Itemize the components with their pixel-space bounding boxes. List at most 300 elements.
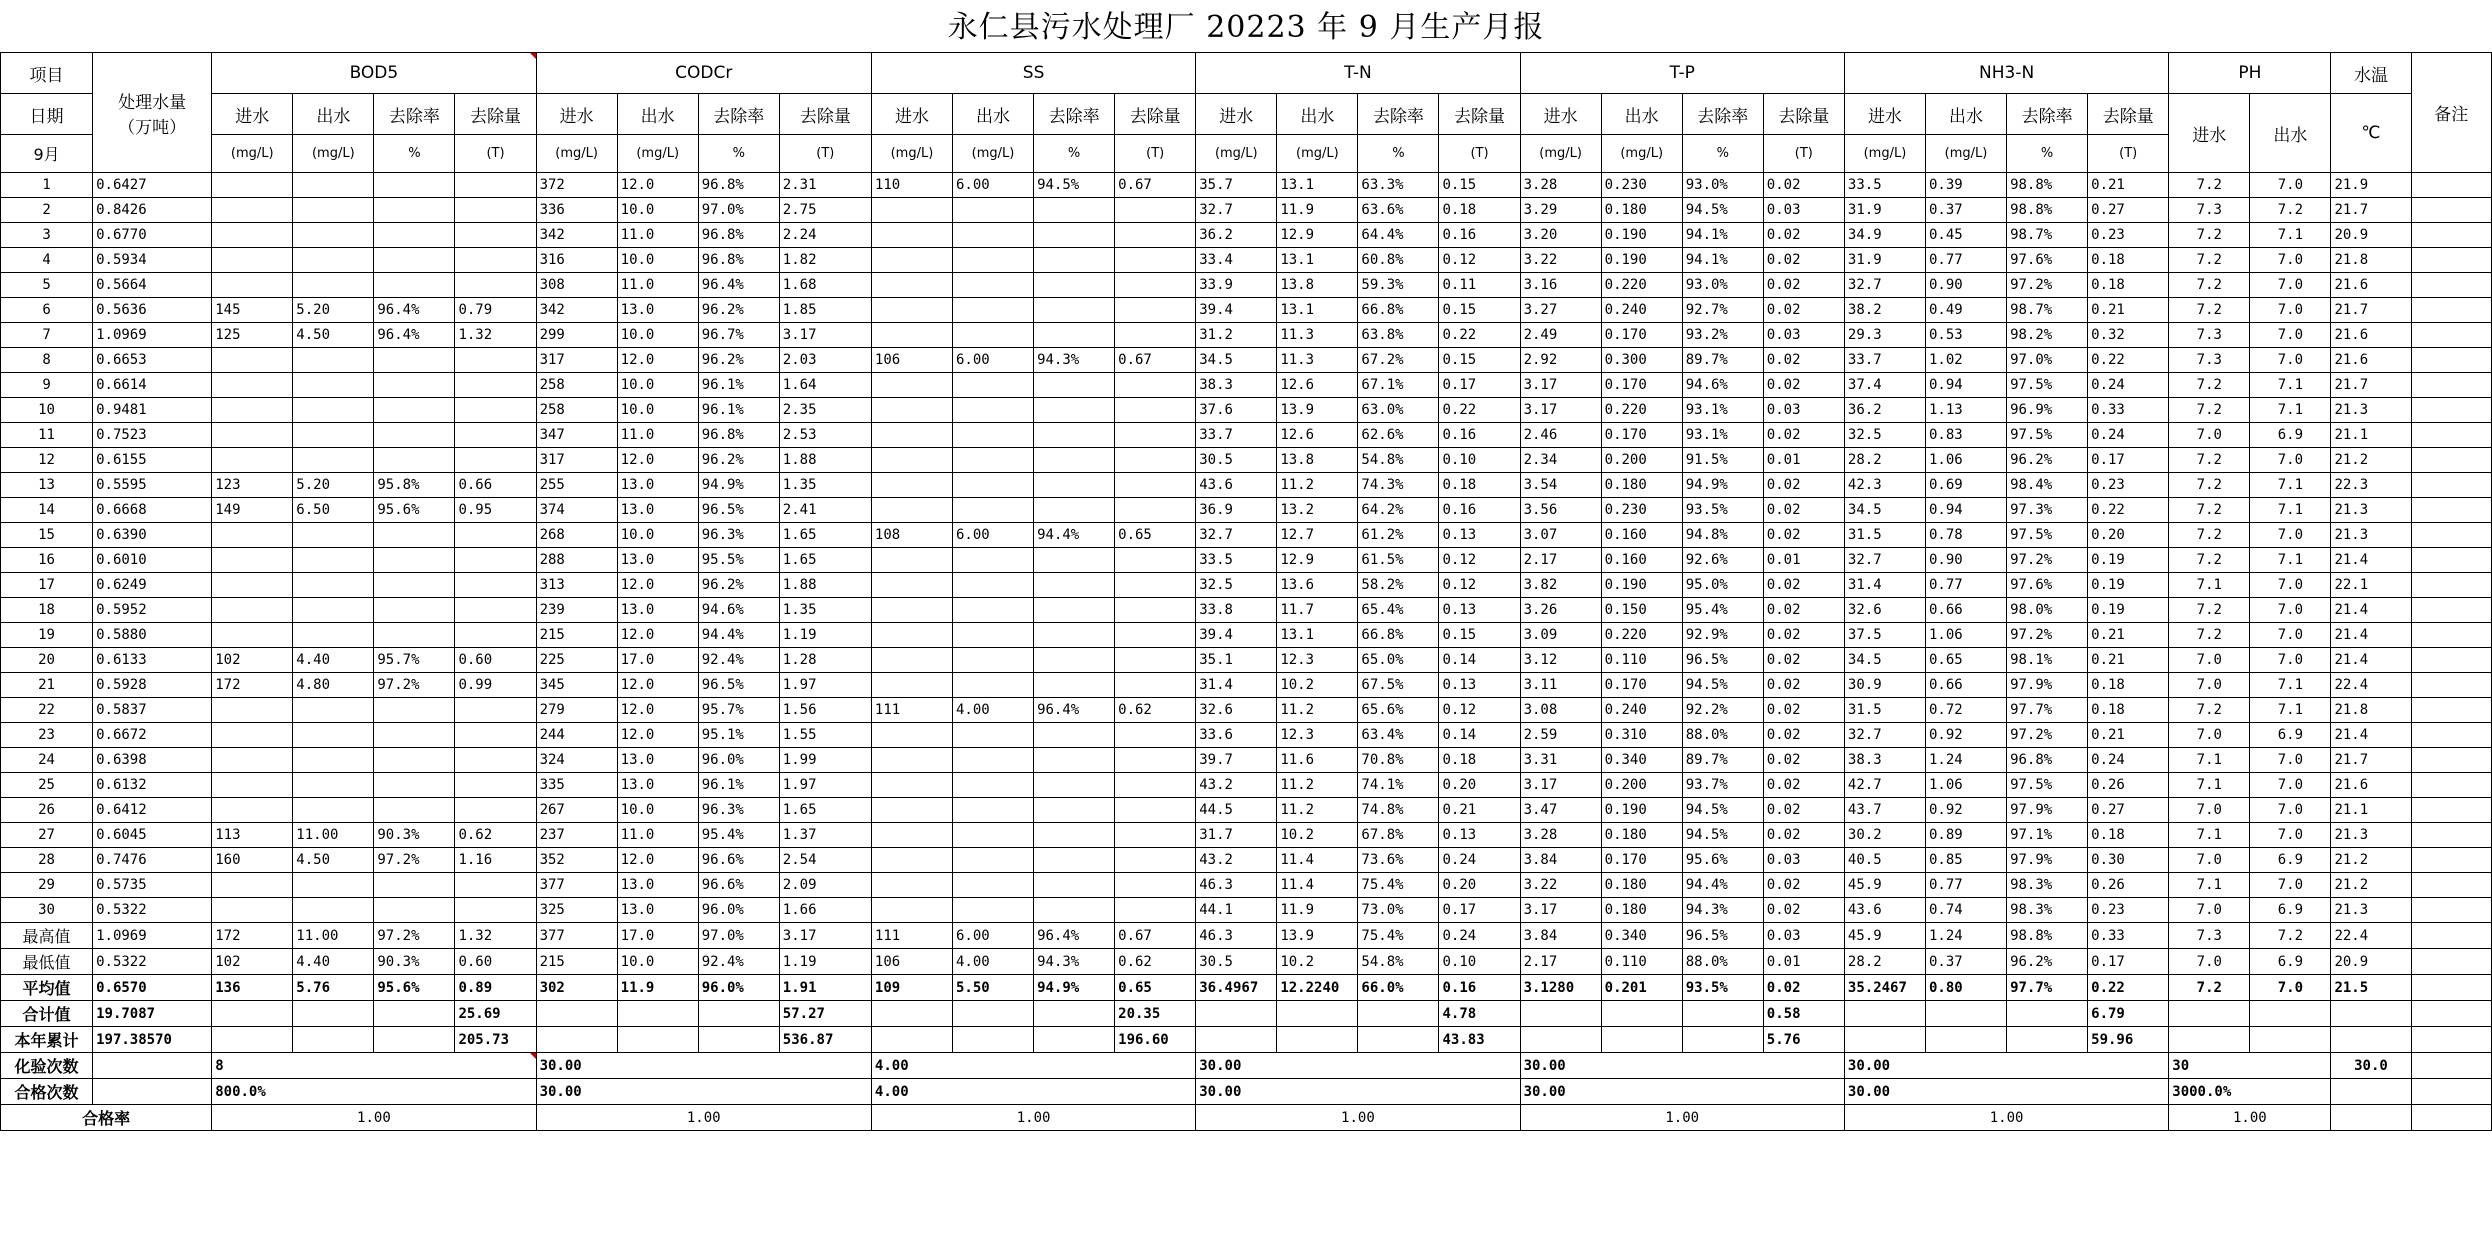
table-row [1,873,2492,898]
data-cell [1034,598,1115,623]
data-cell: 0.65 [1115,523,1196,548]
data-cell: 0.21 [2088,173,2169,198]
data-cell: 0.02 [1763,373,1844,398]
year-total-row [1,1027,2492,1053]
data-cell [374,173,455,198]
remark-cell [2411,923,2491,949]
data-cell [212,798,293,823]
summary-cell: 172 [212,923,293,949]
data-cell [1115,498,1196,523]
header-g2-inflow: 进水 [871,94,952,135]
data-cell: 67.8% [1358,823,1439,848]
data-cell: 11.7 [1277,598,1358,623]
data-cell [455,248,536,273]
data-cell: 10.0 [617,373,698,398]
day-cell: 2 [1,198,93,223]
data-cell [871,298,952,323]
data-cell: 0.5934 [93,248,212,273]
empty-cell [871,1027,952,1053]
summary-cell: 98.8% [2007,923,2088,949]
data-cell: 11.00 [293,823,374,848]
data-cell: 93.1% [1682,398,1763,423]
data-cell: 43.7 [1844,798,1925,823]
data-cell: 3.12 [1520,648,1601,673]
data-cell [952,323,1033,348]
data-cell: 10.0 [617,798,698,823]
summary-cell: 0.16 [1439,975,1520,1001]
data-cell: 21.2 [2331,448,2411,473]
data-cell: 12.6 [1277,423,1358,448]
table-row [1,348,2492,373]
header-g0-removal-rate-unit: % [374,135,455,173]
header-g3-inflow: 进水 [1196,94,1277,135]
data-cell: 31.9 [1844,248,1925,273]
data-cell: 64.2% [1358,498,1439,523]
data-cell: 22.4 [2331,673,2411,698]
data-cell: 11.3 [1277,348,1358,373]
data-cell [1115,273,1196,298]
data-cell [293,398,374,423]
table-row [1,548,2492,573]
data-cell: 7.3 [2169,198,2250,223]
data-cell: 0.72 [1925,698,2006,723]
data-cell: 32.5 [1844,423,1925,448]
data-cell: 21.2 [2331,848,2411,873]
data-cell: 1.19 [779,623,871,648]
data-cell: 94.5% [1682,673,1763,698]
remark-cell [2411,248,2491,273]
data-cell: 2.59 [1520,723,1601,748]
data-cell: 37.5 [1844,623,1925,648]
table-row [1,748,2492,773]
data-cell: 0.77 [1925,873,2006,898]
data-cell: 10.0 [617,198,698,223]
data-cell: 97.9% [2007,798,2088,823]
test-count-cell: 8 [212,1053,536,1079]
data-cell: 97.2% [374,673,455,698]
data-cell: 7.0 [2250,248,2331,273]
data-cell: 31.5 [1844,523,1925,548]
data-cell: 3.17 [779,323,871,348]
day-cell: 15 [1,523,93,548]
data-cell [1115,398,1196,423]
data-cell [212,223,293,248]
data-cell: 0.02 [1763,298,1844,323]
data-cell: 0.02 [1763,423,1844,448]
data-cell: 1.85 [779,298,871,323]
data-cell: 0.14 [1439,648,1520,673]
data-cell: 7.2 [2169,298,2250,323]
data-cell: 21.4 [2331,548,2411,573]
data-cell: 63.0% [1358,398,1439,423]
empty-cell [1601,1027,1682,1053]
data-cell: 11.2 [1277,773,1358,798]
data-cell: 38.3 [1844,748,1925,773]
data-cell [871,773,952,798]
data-cell: 225 [536,648,617,673]
data-cell: 0.180 [1601,873,1682,898]
day-cell: 1 [1,173,93,198]
remark-cell [2411,798,2491,823]
data-cell: 0.19 [2088,598,2169,623]
data-cell: 7.1 [2250,673,2331,698]
data-cell: 7.2 [2169,548,2250,573]
amount-cell: 59.96 [2088,1027,2169,1053]
empty-cell [293,1027,374,1053]
data-cell [212,273,293,298]
header-g2-outflow: 出水 [952,94,1033,135]
data-cell [293,373,374,398]
data-cell [1034,823,1115,848]
data-cell: 0.180 [1601,898,1682,923]
header-remark: 备注 [2411,53,2491,173]
data-cell [374,873,455,898]
data-cell: 0.240 [1601,298,1682,323]
data-cell: 13.0 [617,298,698,323]
data-cell [374,898,455,923]
data-cell: 32.7 [1196,523,1277,548]
data-cell: 94.5% [1682,823,1763,848]
data-cell: 0.45 [1925,223,2006,248]
data-cell: 0.160 [1601,548,1682,573]
data-cell: 110 [871,173,952,198]
data-cell: 0.14 [1439,723,1520,748]
remark-cell [2411,548,2491,573]
data-cell [455,698,536,723]
data-cell: 95.4% [698,823,779,848]
data-cell [212,898,293,923]
test-count-cell: 30 [2169,1053,2331,1079]
data-cell: 7.0 [2169,798,2250,823]
header-item: 项目 [1,53,93,94]
day-cell: 25 [1,773,93,798]
data-cell: 0.15 [1439,623,1520,648]
empty-cell [698,1027,779,1053]
empty-cell [1844,1001,1925,1027]
summary-cell: 3.84 [1520,923,1601,949]
data-cell: 0.01 [1763,548,1844,573]
data-cell: 1.06 [1925,448,2006,473]
data-cell: 0.74 [1925,898,2006,923]
amount-cell: 205.73 [455,1027,536,1053]
data-cell: 37.6 [1196,398,1277,423]
summary-cell: 0.80 [1925,975,2006,1001]
row-label: 合格次数 [1,1079,93,1105]
data-cell: 94.4% [1682,873,1763,898]
data-cell: 21.9 [2331,173,2411,198]
data-cell [374,423,455,448]
data-cell [455,373,536,398]
summary-cell: 88.0% [1682,949,1763,975]
data-cell: 3.31 [1520,748,1601,773]
data-cell: 75.4% [1358,873,1439,898]
data-cell: 0.62 [455,823,536,848]
data-cell: 0.5928 [93,673,212,698]
pass-rate-cell: 1.00 [212,1105,536,1131]
data-cell: 299 [536,323,617,348]
data-cell: 108 [871,523,952,548]
day-cell: 27 [1,823,93,848]
data-cell: 0.02 [1763,823,1844,848]
data-cell: 244 [536,723,617,748]
data-cell: 43.2 [1196,773,1277,798]
data-cell: 31.2 [1196,323,1277,348]
data-cell: 0.230 [1601,173,1682,198]
data-cell: 10.2 [1277,823,1358,848]
empty-cell [2331,1001,2411,1027]
data-cell: 12.0 [617,698,698,723]
data-cell: 0.60 [455,648,536,673]
data-cell: 0.01 [1763,448,1844,473]
data-cell: 0.6412 [93,798,212,823]
pass-count-cell: 800.0% [212,1079,536,1105]
table-row [1,648,2492,673]
header-g1-outflow-unit: (mg/L) [617,135,698,173]
data-cell: 6.00 [952,523,1033,548]
summary-cell: 106 [871,949,952,975]
remark-cell [2411,273,2491,298]
data-cell: 59.3% [1358,273,1439,298]
data-cell: 308 [536,273,617,298]
data-cell: 0.6668 [93,498,212,523]
data-cell [455,548,536,573]
data-cell [374,248,455,273]
data-cell [212,723,293,748]
data-cell: 13.0 [617,898,698,923]
data-cell: 1.55 [779,723,871,748]
data-cell: 0.92 [1925,798,2006,823]
data-cell: 0.66 [1925,598,2006,623]
data-cell: 96.7% [698,323,779,348]
data-cell: 6.9 [2250,848,2331,873]
data-cell [1115,298,1196,323]
data-cell: 4.40 [293,648,374,673]
data-cell [293,798,374,823]
data-cell: 7.3 [2169,323,2250,348]
data-cell: 97.3% [2007,498,2088,523]
data-cell: 0.180 [1601,823,1682,848]
data-cell: 0.340 [1601,748,1682,773]
table-row [1,723,2492,748]
data-cell: 96.8% [698,423,779,448]
summary-cell: 11.00 [293,923,374,949]
data-cell: 7.1 [2250,223,2331,248]
data-cell: 21.6 [2331,348,2411,373]
data-cell: 106 [871,348,952,373]
data-cell: 97.2% [2007,273,2088,298]
data-cell: 12.0 [617,723,698,748]
header-g3-removal-amount-unit: (T) [1439,135,1520,173]
data-cell: 0.02 [1763,273,1844,298]
data-cell: 1.88 [779,573,871,598]
data-cell: 268 [536,523,617,548]
data-cell: 0.170 [1601,848,1682,873]
amount-cell: 0.58 [1763,1001,1844,1027]
data-cell [455,348,536,373]
header-date: 日期 [1,94,93,135]
empty-cell [212,1027,293,1053]
data-cell: 7.2 [2169,448,2250,473]
data-cell: 61.5% [1358,548,1439,573]
data-cell [293,423,374,448]
data-cell: 1.13 [1925,398,2006,423]
summary-cell: 35.2467 [1844,975,1925,1001]
header-g5-inflow-unit: (mg/L) [1844,135,1925,173]
data-cell: 60.8% [1358,248,1439,273]
data-cell: 33.7 [1196,423,1277,448]
data-cell [293,198,374,223]
table-row [1,223,2492,248]
remark-cell [2411,773,2491,798]
data-cell [871,423,952,448]
data-cell: 0.230 [1601,498,1682,523]
table-row [1,498,2492,523]
data-cell: 43.6 [1196,473,1277,498]
data-cell: 125 [212,323,293,348]
data-cell [871,573,952,598]
empty-cell [2250,1027,2331,1053]
summary-cell: 7.2 [2250,923,2331,949]
summary-cell: 0.60 [455,949,536,975]
data-cell: 0.6010 [93,548,212,573]
remark-cell [2411,1027,2491,1053]
data-cell: 31.7 [1196,823,1277,848]
amount-cell: 20.35 [1115,1001,1196,1027]
data-cell: 0.16 [1439,498,1520,523]
empty-cell [1358,1001,1439,1027]
data-cell: 3.29 [1520,198,1601,223]
data-cell [293,273,374,298]
data-cell: 0.17 [1439,373,1520,398]
data-cell: 258 [536,398,617,423]
data-cell: 0.67 [1115,173,1196,198]
data-cell: 12.0 [617,623,698,648]
data-cell: 0.85 [1925,848,2006,873]
data-cell: 46.3 [1196,873,1277,898]
data-cell: 0.21 [2088,648,2169,673]
remark-cell [2411,1001,2491,1027]
data-cell [374,798,455,823]
data-cell: 1.24 [1925,748,2006,773]
data-cell: 98.1% [2007,648,2088,673]
data-cell: 11.4 [1277,873,1358,898]
day-cell: 18 [1,598,93,623]
header-g2-removal-rate: 去除率 [1034,94,1115,135]
data-cell: 2.75 [779,198,871,223]
summary-cell: 75.4% [1358,923,1439,949]
summary-cell: 11.9 [617,975,698,1001]
data-cell [374,523,455,548]
data-cell [1034,648,1115,673]
data-cell: 3.17 [1520,773,1601,798]
day-cell: 16 [1,548,93,573]
data-cell: 0.18 [1439,198,1520,223]
header-g0-outflow-unit: (mg/L) [293,135,374,173]
data-cell: 13.0 [617,473,698,498]
amount-cell: 57.27 [779,1001,871,1027]
data-cell: 0.13 [1439,823,1520,848]
day-cell: 4 [1,248,93,273]
data-cell [1115,823,1196,848]
data-cell: 13.6 [1277,573,1358,598]
data-cell: 74.8% [1358,798,1439,823]
pass-count-cell: 30.00 [1520,1079,1844,1105]
data-cell: 2.34 [1520,448,1601,473]
data-cell [952,723,1033,748]
data-cell: 3.20 [1520,223,1601,248]
data-cell: 21.6 [2331,273,2411,298]
data-cell: 96.1% [698,773,779,798]
data-cell: 12.0 [617,173,698,198]
data-cell: 93.7% [1682,773,1763,798]
header-g4-removal-amount-unit: (T) [1763,135,1844,173]
data-cell [952,673,1033,698]
data-cell [455,273,536,298]
data-cell: 0.6133 [93,648,212,673]
data-cell [212,448,293,473]
summary-cell: 0.33 [2088,923,2169,949]
data-cell: 0.190 [1601,798,1682,823]
summary-cell: 0.24 [1439,923,1520,949]
data-cell [212,198,293,223]
data-cell: 6.9 [2250,898,2331,923]
data-cell: 21.3 [2331,523,2411,548]
data-cell: 45.9 [1844,873,1925,898]
data-cell: 0.27 [2088,198,2169,223]
data-cell: 21.3 [2331,898,2411,923]
data-cell [1034,623,1115,648]
data-cell: 13.1 [1277,298,1358,323]
data-cell: 0.19 [2088,548,2169,573]
data-cell [871,323,952,348]
data-cell [374,223,455,248]
data-cell: 0.94 [1925,498,2006,523]
data-cell: 36.2 [1196,223,1277,248]
header-g5-inflow: 进水 [1844,94,1925,135]
empty-cell [952,1027,1033,1053]
data-cell: 31.9 [1844,198,1925,223]
empty-cell [2007,1001,2088,1027]
data-cell: 96.8% [698,223,779,248]
row-label: 合计值 [1,1001,93,1027]
summary-cell: 0.62 [1115,949,1196,975]
data-cell: 313 [536,573,617,598]
data-cell: 0.180 [1601,198,1682,223]
data-cell [1034,748,1115,773]
data-cell: 66.8% [1358,623,1439,648]
data-cell [293,623,374,648]
data-cell: 95.4% [1682,598,1763,623]
data-cell: 94.9% [1682,473,1763,498]
data-cell: 145 [212,298,293,323]
data-cell: 2.24 [779,223,871,248]
data-cell: 0.10 [1439,448,1520,473]
data-cell: 7.2 [2169,248,2250,273]
empty-cell [212,1001,293,1027]
data-cell: 94.4% [1034,523,1115,548]
data-cell: 0.6653 [93,348,212,373]
data-cell: 0.170 [1601,323,1682,348]
data-cell: 6.50 [293,498,374,523]
data-cell: 0.190 [1601,248,1682,273]
data-cell [1115,898,1196,923]
header-g0-removal-rate: 去除率 [374,94,455,135]
day-cell: 21 [1,673,93,698]
data-cell: 96.4% [374,323,455,348]
data-cell: 0.24 [2088,748,2169,773]
data-cell: 94.1% [1682,223,1763,248]
data-cell: 7.0 [2250,773,2331,798]
